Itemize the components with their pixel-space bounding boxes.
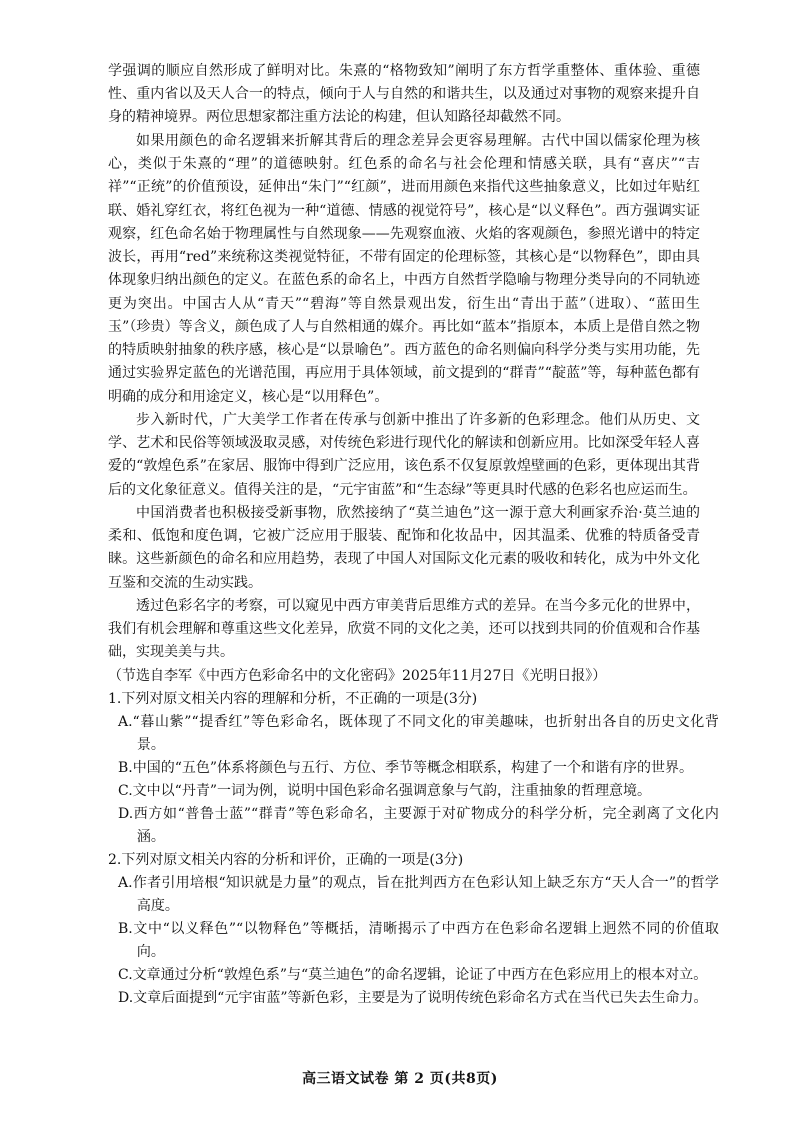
question-1-option-a: A.“暮山紫”“提香红”等色彩命名，既体现了不同文化的审美趣味，也折射出各自的历史文化背景。 — [118, 714, 719, 754]
question-1-option-b: B.中国的“五色”体系将颜色与五行、方位、季节等概念相联系，构建了一个和谐有序的世界。 — [118, 760, 694, 776]
question-1-option-c: C.文中以“丹青”一词为例，说明中国色彩命名强调意象与气韵，注重抽象的哲理意境。 — [118, 783, 651, 799]
question-2-option-a: A.作者引用培根“知识就是力量”的观点，旨在批判西方在色彩认知上缺乏东方“天人合一”的哲学高度。 — [118, 875, 719, 915]
passage-paragraph-4: 中国消费者也积极接受新事物，欣然接纳了“莫兰迪色”这一源于意大利画家乔治·莫兰迪的柔和、低饱和度色调，它被广泛应用于服装、配饰和化妆品中，因其温柔、优雅的特质备受青睐。这些新颜色的命名和应用趋势，表现了中国人对国际文化元素的吸收和转化，成为中外文化互鉴和交流的生动实践。 — [108, 505, 700, 591]
question-1-stem: 1.下列对原文相关内容的理解和分析，不正确的一项是(3分) — [108, 691, 478, 707]
source-citation: （节选自李军《中西方色彩命名中的文化密码》2025年11月27日《光明日报》） — [108, 668, 607, 684]
passage-paragraph-1: 学强调的顺应自然形成了鲜明对比。朱熹的“格物致知”阐明了东方哲学重整体、重体验、重德性、重内省以及天人合一的特点，倾向于人与自然的和谐共生，以及通过对事物的观察来提升自身的精神境界。两位思想家都注重方法论的构建，但认知路径却截然不同。 — [108, 63, 700, 126]
page-footer: 高三语文试卷 第 2 页(共8页) — [302, 1071, 498, 1087]
question-2-stem: 2.下列对原文相关内容的分析和评价，正确的一项是(3分) — [108, 852, 464, 868]
question-2-option-c: C.文章通过分析“敦煌色系”与“莫兰迪色”的命名逻辑，论证了中西方在色彩应用上的根本对立。 — [118, 967, 708, 983]
passage-paragraph-3: 步入新时代，广大美学工作者在传承与创新中推出了许多新的色彩理念。他们从历史、文学、艺术和民俗等领域汲取灵感，对传统色彩进行现代化的解读和创新应用。比如深受年轻人喜爱的“敦煌色系”在家居、服饰中得到广泛应用，该色系不仅复原敦煌壁画的色彩，更体现出其背后的文化象征意义。值得关注的是，“元宇宙蓝”和“生态绿”等更具时代感的色彩名也应运而生。 — [108, 412, 700, 498]
question-2-option-d: D.文章后面提到“元宇宙蓝”等新色彩，主要是为了说明传统色彩命名方式在当代已失去生命力。 — [118, 990, 708, 1006]
question-2-option-b: B.文中“以义释色”“以物释色”等概括，清晰揭示了中西方在色彩命名逻辑上迥然不同的价值取向。 — [118, 921, 719, 961]
passage-paragraph-2: 如果用颜色的命名逻辑来折解其背后的理念差异会更容易理解。古代中国以儒家伦理为核心，类似于朱熹的“理”的道德映射。红色系的命名与社会伦理和情感关联，具有“喜庆”“吉祥”“正统”的价值预设，延伸出“朱门”“红颜”，进而用颜色来指代这些抽象意义，比如过年贴红联、婚礼穿红衣，将红色视为一种“道德、情感的视觉符号”，核心是“以义释色”。西方强调实证观察，红色命名始于物理属性与自然现象——先观察血液、火焰的客观颜色，参照光谱中的特定波长，再用“red”来统称这类视觉特征，不带有固定的伦理标签，其核心是“以物释色”，即由具体现象归纳出颜色的定义。在蓝色系的命名上，中西方自然哲学隐喻与物理分类导向的不同轨迹更为突出。中国古人从“青天”“碧海”等自然景观出发，衍生出“青出于蓝”（进取）、“蓝田生玉”（珍贵）等含义，颜色成了人与自然相通的媒介。再比如“蓝本”指原本，本质上是借自然之物的特质映射抽象的秩序感，核心是“以景喻色”。西方蓝色的命名则偏向科学分类与实用功能，先通过实验界定蓝色的光谱范围，再应用于具体领域，前文提到的“群青”“靛蓝”等，每种蓝色都有明确的成分和用途定义，核心是“以用释色”。 — [108, 133, 700, 405]
question-1-option-d: D.西方如“普鲁士蓝”“群青”等色彩命名，主要源于对矿物成分的科学分析，完全剥离了文化内涵。 — [118, 806, 719, 846]
passage-paragraph-5: 透过色彩名字的考察，可以窥见中西方审美背后思维方式的差异。在当今多元化的世界中，我们有机会理解和尊重这些文化差异，欣赏不同的文化之美，还可以找到共同的价值观和合作基础，实现美美与共。 — [108, 598, 700, 661]
